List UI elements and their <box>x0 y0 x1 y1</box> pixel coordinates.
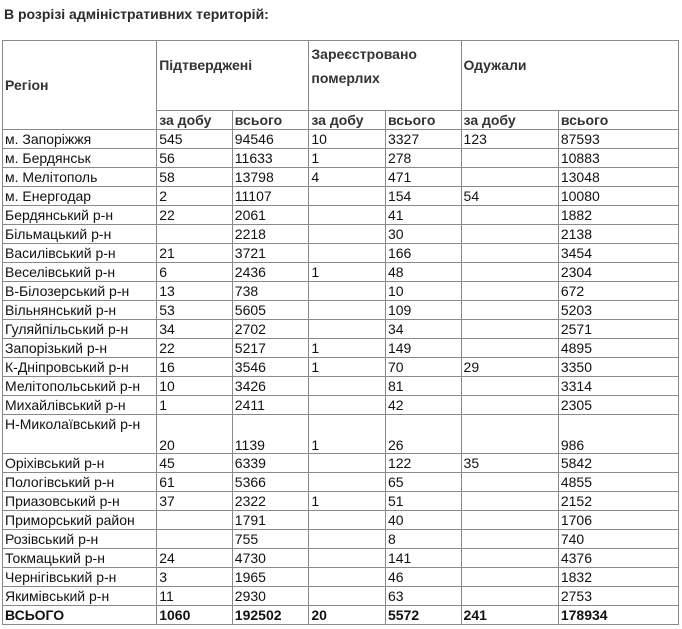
cell-confirmed-total: 192502 <box>232 606 309 625</box>
cell-recovered-total: 4855 <box>558 473 678 492</box>
cell-confirmed-per-day: 16 <box>157 358 233 377</box>
cell-recovered-per-day <box>461 301 558 320</box>
cell-deaths-total: 65 <box>385 473 461 492</box>
header-recovered-per-day: за добу <box>461 111 558 130</box>
cell-region-name: Якимівський р-н <box>3 587 157 606</box>
table-row <box>3 454 679 473</box>
cell-region-name: Гуляйпільський р-н <box>3 320 157 339</box>
cell-confirmed-total: 94546 <box>232 130 309 149</box>
cell-deaths-total: 109 <box>385 301 461 320</box>
cell-confirmed-total: 738 <box>232 282 309 301</box>
cell-recovered-per-day <box>461 339 558 358</box>
cell-recovered-total: 10080 <box>558 187 678 206</box>
cell-deaths-per-day <box>309 530 386 549</box>
cell-recovered-per-day <box>461 511 558 530</box>
cell-recovered-per-day <box>461 206 558 225</box>
table-row <box>3 282 679 301</box>
cell-deaths-total: 149 <box>385 339 461 358</box>
cell-confirmed-per-day: 20 <box>157 415 233 454</box>
cell-recovered-total: 740 <box>558 530 678 549</box>
cell-recovered-total: 4895 <box>558 339 678 358</box>
cell-recovered-total: 87593 <box>558 130 678 149</box>
cell-recovered-per-day <box>461 377 558 396</box>
table-row <box>3 358 679 377</box>
cell-region-name: Вільнянський р-н <box>3 301 157 320</box>
cell-recovered-per-day <box>461 244 558 263</box>
cell-deaths-per-day <box>309 473 386 492</box>
header-confirmed-total: всього <box>232 111 309 130</box>
header-deaths-line2: померлих <box>311 70 380 86</box>
cell-deaths-per-day <box>309 206 386 225</box>
cell-deaths-per-day <box>309 320 386 339</box>
cell-confirmed-total: 3426 <box>232 377 309 396</box>
cell-recovered-per-day <box>461 530 558 549</box>
cell-deaths-total: 46 <box>385 568 461 587</box>
cell-recovered-per-day: 123 <box>461 130 558 149</box>
cell-confirmed-total: 13798 <box>232 168 309 187</box>
cell-recovered-total: 2152 <box>558 492 678 511</box>
cell-confirmed-per-day: 58 <box>157 168 233 187</box>
cell-confirmed-total: 1965 <box>232 568 309 587</box>
cell-recovered-per-day <box>461 415 558 454</box>
cell-recovered-per-day <box>461 568 558 587</box>
cell-confirmed-per-day <box>157 511 233 530</box>
header-region: Регіон <box>3 41 157 130</box>
cell-confirmed-per-day: 37 <box>157 492 233 511</box>
header-deaths-per-day: за добу <box>309 111 386 130</box>
cell-recovered-total: 1832 <box>558 568 678 587</box>
cell-deaths-per-day <box>309 244 386 263</box>
cell-recovered-total: 3314 <box>558 377 678 396</box>
table-row <box>3 225 679 244</box>
cell-recovered-per-day <box>461 263 558 282</box>
cell-recovered-per-day <box>461 587 558 606</box>
cell-confirmed-per-day: 24 <box>157 549 233 568</box>
cell-deaths-per-day: 4 <box>309 168 386 187</box>
cell-deaths-per-day <box>309 187 386 206</box>
cell-region-name: Н-Миколаївський р-н <box>3 415 157 454</box>
table-row <box>3 415 679 454</box>
cell-deaths-per-day <box>309 568 386 587</box>
cell-confirmed-per-day: 21 <box>157 244 233 263</box>
table-row <box>3 206 679 225</box>
cell-confirmed-total: 3721 <box>232 244 309 263</box>
cell-recovered-total: 178934 <box>558 606 678 625</box>
table-row <box>3 187 679 206</box>
cell-confirmed-per-day: 22 <box>157 339 233 358</box>
table-row <box>3 168 679 187</box>
cell-deaths-total: 30 <box>385 225 461 244</box>
cell-deaths-total: 166 <box>385 244 461 263</box>
cell-deaths-total: 26 <box>385 415 461 454</box>
cell-recovered-total: 5842 <box>558 454 678 473</box>
cell-deaths-total: 278 <box>385 149 461 168</box>
cell-recovered-total: 2304 <box>558 263 678 282</box>
cell-region-name: Пологівський р-н <box>3 473 157 492</box>
cell-recovered-per-day: 54 <box>461 187 558 206</box>
cell-deaths-per-day <box>309 549 386 568</box>
table-row <box>3 473 679 492</box>
covid-region-table <box>2 40 679 625</box>
cell-confirmed-per-day: 3 <box>157 568 233 587</box>
cell-confirmed-per-day <box>157 225 233 244</box>
cell-deaths-per-day <box>309 282 386 301</box>
cell-deaths-total: 122 <box>385 454 461 473</box>
cell-confirmed-total: 11107 <box>232 187 309 206</box>
cell-deaths-total: 5572 <box>385 606 461 625</box>
cell-confirmed-per-day: 34 <box>157 320 233 339</box>
table-row <box>3 244 679 263</box>
cell-recovered-per-day: 35 <box>461 454 558 473</box>
cell-confirmed-total: 1791 <box>232 511 309 530</box>
table-row <box>3 320 679 339</box>
cell-deaths-per-day <box>309 377 386 396</box>
cell-region-name: Розівський р-н <box>3 530 157 549</box>
cell-deaths-total: 51 <box>385 492 461 511</box>
table-row <box>3 301 679 320</box>
table-row <box>3 263 679 282</box>
cell-deaths-per-day <box>309 587 386 606</box>
cell-confirmed-total: 2702 <box>232 320 309 339</box>
cell-deaths-total: 10 <box>385 282 461 301</box>
cell-region-name: Василівський р-н <box>3 244 157 263</box>
cell-region-name: м. Енергодар <box>3 187 157 206</box>
header-deaths <box>309 41 461 111</box>
cell-deaths-per-day <box>309 511 386 530</box>
cell-confirmed-total: 5366 <box>232 473 309 492</box>
cell-confirmed-per-day: 6 <box>157 263 233 282</box>
table-row <box>3 549 679 568</box>
page-heading: В розрізі адміністративних територій: <box>4 6 269 22</box>
cell-recovered-per-day <box>461 168 558 187</box>
cell-deaths-total: 141 <box>385 549 461 568</box>
cell-recovered-per-day <box>461 473 558 492</box>
cell-deaths-total: 63 <box>385 587 461 606</box>
cell-region-name: Токмацький р-н <box>3 549 157 568</box>
cell-deaths-per-day: 1 <box>309 415 386 454</box>
cell-recovered-total: 13048 <box>558 168 678 187</box>
table-row <box>3 130 679 149</box>
cell-recovered-total: 5203 <box>558 301 678 320</box>
table-row <box>3 492 679 511</box>
cell-recovered-per-day: 29 <box>461 358 558 377</box>
cell-deaths-per-day <box>309 301 386 320</box>
cell-recovered-total: 986 <box>558 415 678 454</box>
cell-confirmed-total: 2411 <box>232 396 309 415</box>
cell-confirmed-total: 11633 <box>232 149 309 168</box>
cell-region-name: м. Запоріжжя <box>3 130 157 149</box>
cell-recovered-per-day <box>461 396 558 415</box>
cell-region-name: Бердянський р-н <box>3 206 157 225</box>
cell-confirmed-total: 2930 <box>232 587 309 606</box>
cell-deaths-total: 471 <box>385 168 461 187</box>
cell-confirmed-per-day: 53 <box>157 301 233 320</box>
table-row <box>3 377 679 396</box>
table-row <box>3 530 679 549</box>
cell-deaths-per-day <box>309 225 386 244</box>
table-row <box>3 511 679 530</box>
cell-confirmed-per-day: 11 <box>157 587 233 606</box>
cell-deaths-total: 34 <box>385 320 461 339</box>
cell-confirmed-total: 1139 <box>232 415 309 454</box>
cell-region-name: Михайлівський р-н <box>3 396 157 415</box>
cell-deaths-total: 154 <box>385 187 461 206</box>
cell-confirmed-total: 2061 <box>232 206 309 225</box>
cell-deaths-per-day: 1 <box>309 339 386 358</box>
cell-deaths-total: 42 <box>385 396 461 415</box>
header-confirmed: Підтверджені <box>157 41 309 111</box>
cell-confirmed-per-day: 545 <box>157 130 233 149</box>
cell-region-name: Приморський район <box>3 511 157 530</box>
cell-region-name: Веселівський р-н <box>3 263 157 282</box>
cell-deaths-per-day: 1 <box>309 358 386 377</box>
cell-recovered-per-day <box>461 282 558 301</box>
cell-region-name: м. Бердянськ <box>3 149 157 168</box>
cell-confirmed-total: 2218 <box>232 225 309 244</box>
cell-region-name: В-Білозерський р-н <box>3 282 157 301</box>
cell-recovered-total: 10883 <box>558 149 678 168</box>
cell-deaths-per-day: 10 <box>309 130 386 149</box>
cell-deaths-total: 41 <box>385 206 461 225</box>
table-row <box>3 396 679 415</box>
cell-deaths-per-day: 1 <box>309 492 386 511</box>
cell-deaths-per-day: 1 <box>309 263 386 282</box>
cell-confirmed-total: 2436 <box>232 263 309 282</box>
header-recovered-total: всього <box>558 111 678 130</box>
cell-recovered-per-day <box>461 549 558 568</box>
cell-region-name: Оріхівський р-н <box>3 454 157 473</box>
cell-region-name: Більмацький р-н <box>3 225 157 244</box>
cell-confirmed-per-day: 1060 <box>157 606 233 625</box>
cell-deaths-total: 81 <box>385 377 461 396</box>
cell-confirmed-total: 2322 <box>232 492 309 511</box>
table-row <box>3 149 679 168</box>
cell-confirmed-total: 5217 <box>232 339 309 358</box>
header-deaths-line1: Зареєстровано <box>311 46 417 62</box>
cell-deaths-per-day <box>309 396 386 415</box>
cell-confirmed-per-day: 10 <box>157 377 233 396</box>
cell-recovered-total: 3454 <box>558 244 678 263</box>
cell-recovered-per-day: 241 <box>461 606 558 625</box>
cell-confirmed-per-day: 61 <box>157 473 233 492</box>
cell-recovered-total: 2305 <box>558 396 678 415</box>
cell-deaths-total: 48 <box>385 263 461 282</box>
table-row <box>3 587 679 606</box>
table-row <box>3 339 679 358</box>
cell-recovered-total: 2138 <box>558 225 678 244</box>
cell-deaths-total: 40 <box>385 511 461 530</box>
cell-recovered-total: 672 <box>558 282 678 301</box>
cell-confirmed-total: 3546 <box>232 358 309 377</box>
cell-confirmed-per-day: 22 <box>157 206 233 225</box>
cell-deaths-total: 3327 <box>385 130 461 149</box>
cell-recovered-per-day <box>461 225 558 244</box>
cell-recovered-per-day <box>461 492 558 511</box>
cell-confirmed-per-day: 1 <box>157 396 233 415</box>
cell-recovered-total: 1706 <box>558 511 678 530</box>
cell-region-name: К-Дніпровський р-н <box>3 358 157 377</box>
cell-deaths-per-day <box>309 454 386 473</box>
cell-confirmed-per-day: 56 <box>157 149 233 168</box>
cell-recovered-total: 2571 <box>558 320 678 339</box>
cell-region-name: Приазовський р-н <box>3 492 157 511</box>
cell-deaths-per-day: 1 <box>309 149 386 168</box>
cell-region-name: Мелітопольський р-н <box>3 377 157 396</box>
cell-region-name: Запорізький р-н <box>3 339 157 358</box>
cell-confirmed-total: 6339 <box>232 454 309 473</box>
cell-confirmed-total: 755 <box>232 530 309 549</box>
cell-recovered-total: 1882 <box>558 206 678 225</box>
cell-recovered-per-day <box>461 149 558 168</box>
header-confirmed-per-day: за добу <box>157 111 233 130</box>
cell-confirmed-per-day <box>157 530 233 549</box>
header-recovered: Одужали <box>461 41 678 111</box>
cell-recovered-per-day <box>461 320 558 339</box>
cell-deaths-total: 70 <box>385 358 461 377</box>
cell-confirmed-per-day: 2 <box>157 187 233 206</box>
cell-recovered-total: 4376 <box>558 549 678 568</box>
cell-recovered-total: 3350 <box>558 358 678 377</box>
total-row <box>3 606 679 625</box>
cell-deaths-total: 8 <box>385 530 461 549</box>
table-row <box>3 568 679 587</box>
header-deaths-total: всього <box>385 111 461 130</box>
cell-recovered-total: 2753 <box>558 587 678 606</box>
cell-deaths-per-day: 20 <box>309 606 386 625</box>
cell-region-name: Чернігівський р-н <box>3 568 157 587</box>
cell-confirmed-total: 5605 <box>232 301 309 320</box>
cell-region-name: м. Мелітополь <box>3 168 157 187</box>
cell-region-name: ВСЬОГО <box>3 606 157 625</box>
cell-confirmed-total: 4730 <box>232 549 309 568</box>
header-row-groups <box>3 41 679 111</box>
cell-confirmed-per-day: 13 <box>157 282 233 301</box>
cell-confirmed-per-day: 45 <box>157 454 233 473</box>
